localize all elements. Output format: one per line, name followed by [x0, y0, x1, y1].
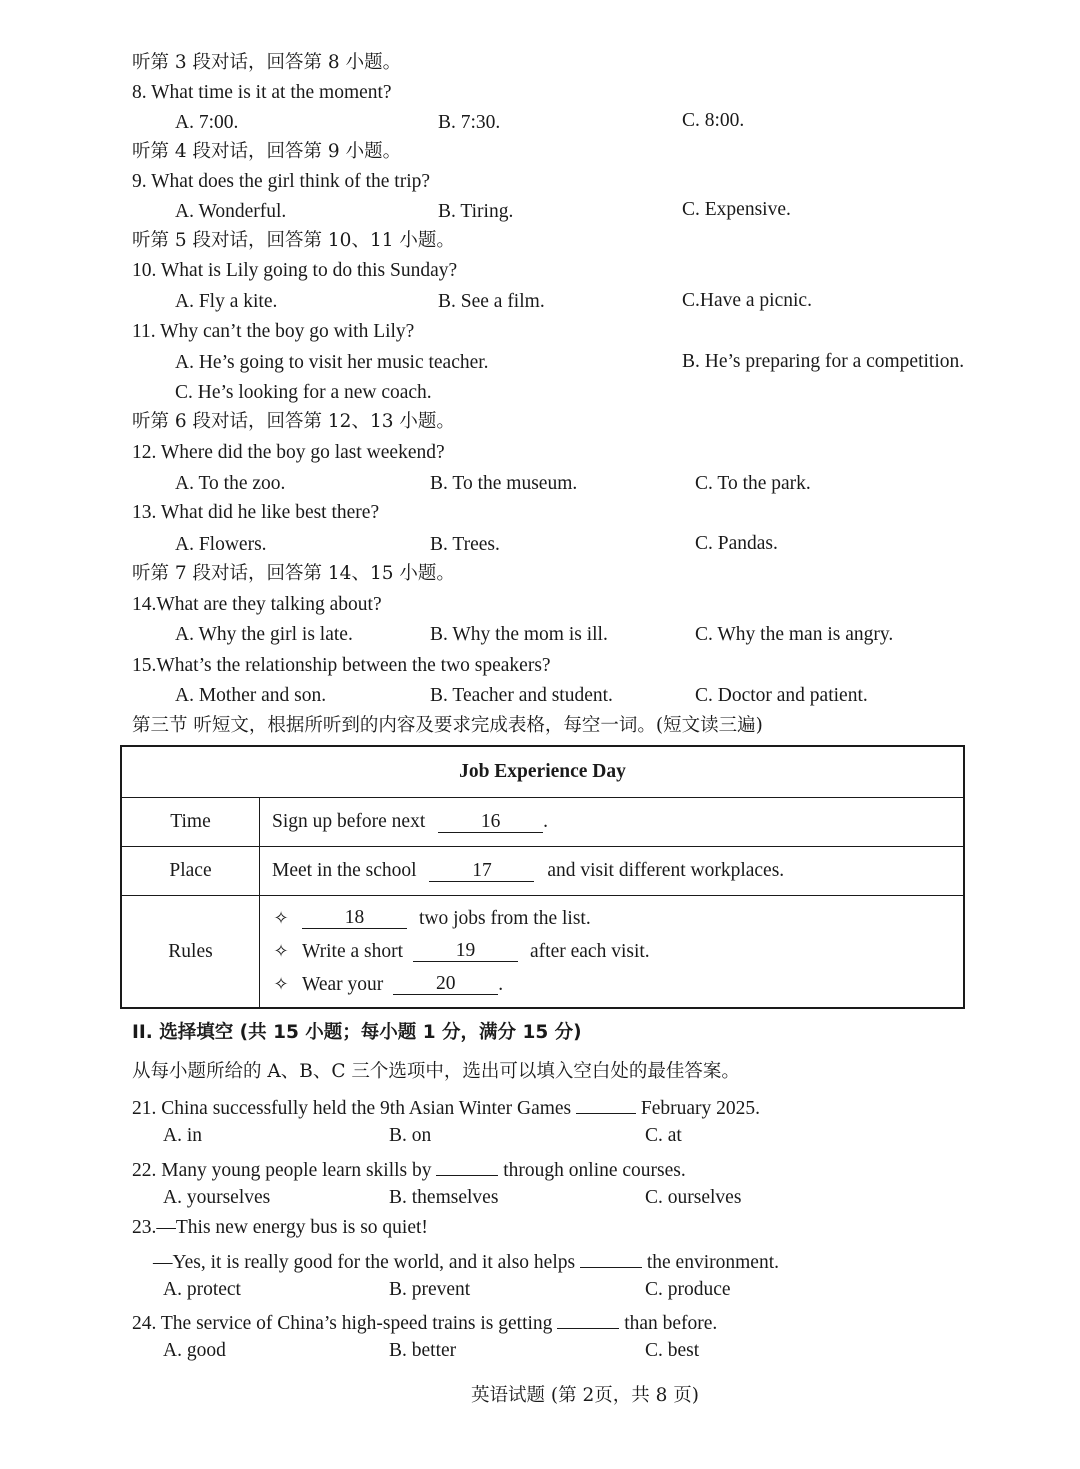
q9-option-a: A. Wonderful. — [175, 201, 287, 222]
q10-option-b: B. See a film. — [438, 291, 545, 312]
question-23-line-1: 23.—This new energy bus is so quiet! — [132, 1217, 428, 1238]
q22-blank — [436, 1155, 498, 1176]
q12-option-b: B. To the museum. — [430, 473, 578, 494]
section-3-instruction: 第三节 听短文，根据所听到的内容及要求完成表格，每空一词。(短文读三遍) — [132, 715, 763, 736]
question-24 — [132, 1308, 717, 1336]
star-bullet-icon: ✧ — [273, 941, 289, 962]
question-12: 12. Where did the boy go last weekend? — [132, 442, 445, 463]
q14-option-b: B. Why the mom is ill. — [430, 624, 608, 645]
q22-option-b: B. themselves — [389, 1187, 499, 1208]
question-14: 14.What are they talking about? — [132, 594, 382, 615]
question-9: 9. What does the girl think of the trip? — [132, 171, 431, 192]
q23-stem-b: the environment. — [646, 1252, 779, 1273]
q23-option-b: B. prevent — [389, 1279, 471, 1300]
dialogue-6-instruction: 听第 6 段对话，回答第 12、13 小题。 — [132, 411, 455, 432]
rules-cell — [260, 896, 965, 1009]
q13-option-c: C. Pandas. — [695, 533, 778, 554]
rule-2-end: after each visit. — [530, 940, 650, 962]
time-cell — [260, 798, 965, 847]
q12-option-a: A. To the zoo. — [175, 473, 286, 494]
blank-20: 20 — [393, 974, 498, 995]
place-text: Meet in the school — [272, 860, 417, 881]
question-22 — [132, 1155, 686, 1183]
q21-blank — [576, 1093, 636, 1114]
q23-option-c: C. produce — [645, 1279, 731, 1300]
q13-option-b: B. Trees. — [430, 534, 500, 555]
time-label: Time — [121, 798, 260, 847]
q23-option-a: A. protect — [163, 1279, 241, 1300]
q21-stem-b: February 2025. — [640, 1098, 761, 1119]
table-title: Job Experience Day — [121, 746, 964, 798]
q21-option-a: A. in — [163, 1125, 202, 1146]
q24-option-c: C. best — [645, 1340, 700, 1361]
dialogue-7-instruction: 听第 7 段对话，回答第 14、15 小题。 — [132, 563, 455, 584]
part-2-instruction: 从每小题所给的 A、B、C 三个选项中，选出可以填入空白处的最佳答案。 — [132, 1061, 740, 1082]
question-23-line-2 — [153, 1247, 779, 1275]
q9-option-c: C. Expensive. — [682, 199, 791, 220]
star-bullet-icon: ✧ — [273, 908, 289, 929]
q14-option-a: A. Why the girl is late. — [175, 624, 353, 645]
q11-option-b: B. He’s preparing for a competition. — [682, 351, 965, 372]
q22-stem-a: 22. Many young people learn skills by — [132, 1160, 432, 1181]
q10-option-c: C.Have a picnic. — [682, 290, 812, 311]
place-label: Place — [121, 847, 260, 896]
q11-option-a: A. He’s going to visit her music teacher. — [175, 352, 489, 373]
q24-option-b: B. better — [389, 1340, 457, 1361]
part-2-heading: II. 选择填空 (共 15 小题；每小题 1 分，满分 15 分) — [132, 1022, 582, 1043]
q13-option-a: A. Flowers. — [175, 534, 267, 555]
blank-17: 17 — [429, 861, 534, 882]
question-8: 8. What time is it at the moment? — [132, 82, 392, 103]
question-11: 11. Why can’t the boy go with Lily? — [132, 321, 415, 342]
rule-3 — [260, 968, 963, 1001]
question-21 — [132, 1093, 760, 1121]
place-end: and visit different workplaces. — [547, 860, 785, 881]
place-cell — [260, 847, 965, 896]
dialogue-3-instruction: 听第 3 段对话，回答第 8 小题。 — [132, 52, 402, 73]
blank-18: 18 — [302, 908, 407, 929]
q21-stem-a: 21. China successfully held the 9th Asian Winter Games — [132, 1098, 572, 1119]
q24-stem-a: 24. The service of China’s high-speed trains is getting — [132, 1313, 553, 1334]
q10-option-a: A. Fly a kite. — [175, 291, 278, 312]
q14-option-c: C. Why the man is angry. — [695, 624, 894, 645]
q24-option-a: A. good — [163, 1340, 226, 1361]
q15-option-a: A. Mother and son. — [175, 685, 327, 706]
q24-stem-b: than before. — [624, 1313, 718, 1334]
job-experience-table — [120, 745, 965, 1009]
time-end: . — [543, 811, 549, 832]
q21-option-c: C. at — [645, 1125, 682, 1146]
q23-blank — [580, 1247, 642, 1268]
rule-1-text: two jobs from the list. — [419, 907, 591, 929]
question-10: 10. What is Lily going to do this Sunday? — [132, 260, 458, 281]
q12-option-c: C. To the park. — [695, 473, 811, 494]
question-13: 13. What did he like best there? — [132, 502, 380, 523]
blank-16: 16 — [438, 812, 543, 833]
rule-3-end: . — [498, 973, 504, 995]
rule-2-text: Write a short — [302, 940, 404, 962]
q22-option-c: C. ourselves — [645, 1187, 742, 1208]
q8-option-b: B. 7:30. — [438, 112, 501, 133]
q9-option-b: B. Tiring. — [438, 201, 514, 222]
q23-stem-a: —Yes, it is really good for the world, and it also helps — [153, 1252, 576, 1273]
q11-option-c: C. He’s looking for a new coach. — [175, 382, 432, 403]
q15-option-b: B. Teacher and student. — [430, 685, 613, 706]
question-15: 15.What’s the relationship between the two speakers? — [132, 655, 551, 676]
rule-1 — [260, 902, 963, 935]
rules-label: Rules — [121, 896, 260, 1009]
rule-3-text: Wear your — [302, 973, 384, 995]
rule-2 — [260, 935, 963, 968]
blank-19: 19 — [413, 941, 518, 962]
dialogue-5-instruction: 听第 5 段对话，回答第 10、11 小题。 — [132, 230, 455, 251]
q24-blank — [557, 1308, 619, 1329]
q22-option-a: A. yourselves — [163, 1187, 271, 1208]
q15-option-c: C. Doctor and patient. — [695, 685, 868, 706]
time-text: Sign up before next — [272, 811, 426, 832]
q22-stem-b: through online courses. — [503, 1160, 686, 1181]
q8-option-c: C. 8:00. — [682, 110, 745, 131]
star-bullet-icon: ✧ — [273, 974, 289, 995]
q8-option-a: A. 7:00. — [175, 112, 239, 133]
page-footer: 英语试题 (第 2页，共 8 页) — [471, 1385, 699, 1406]
q21-option-b: B. on — [389, 1125, 432, 1146]
dialogue-4-instruction: 听第 4 段对话，回答第 9 小题。 — [132, 141, 402, 162]
